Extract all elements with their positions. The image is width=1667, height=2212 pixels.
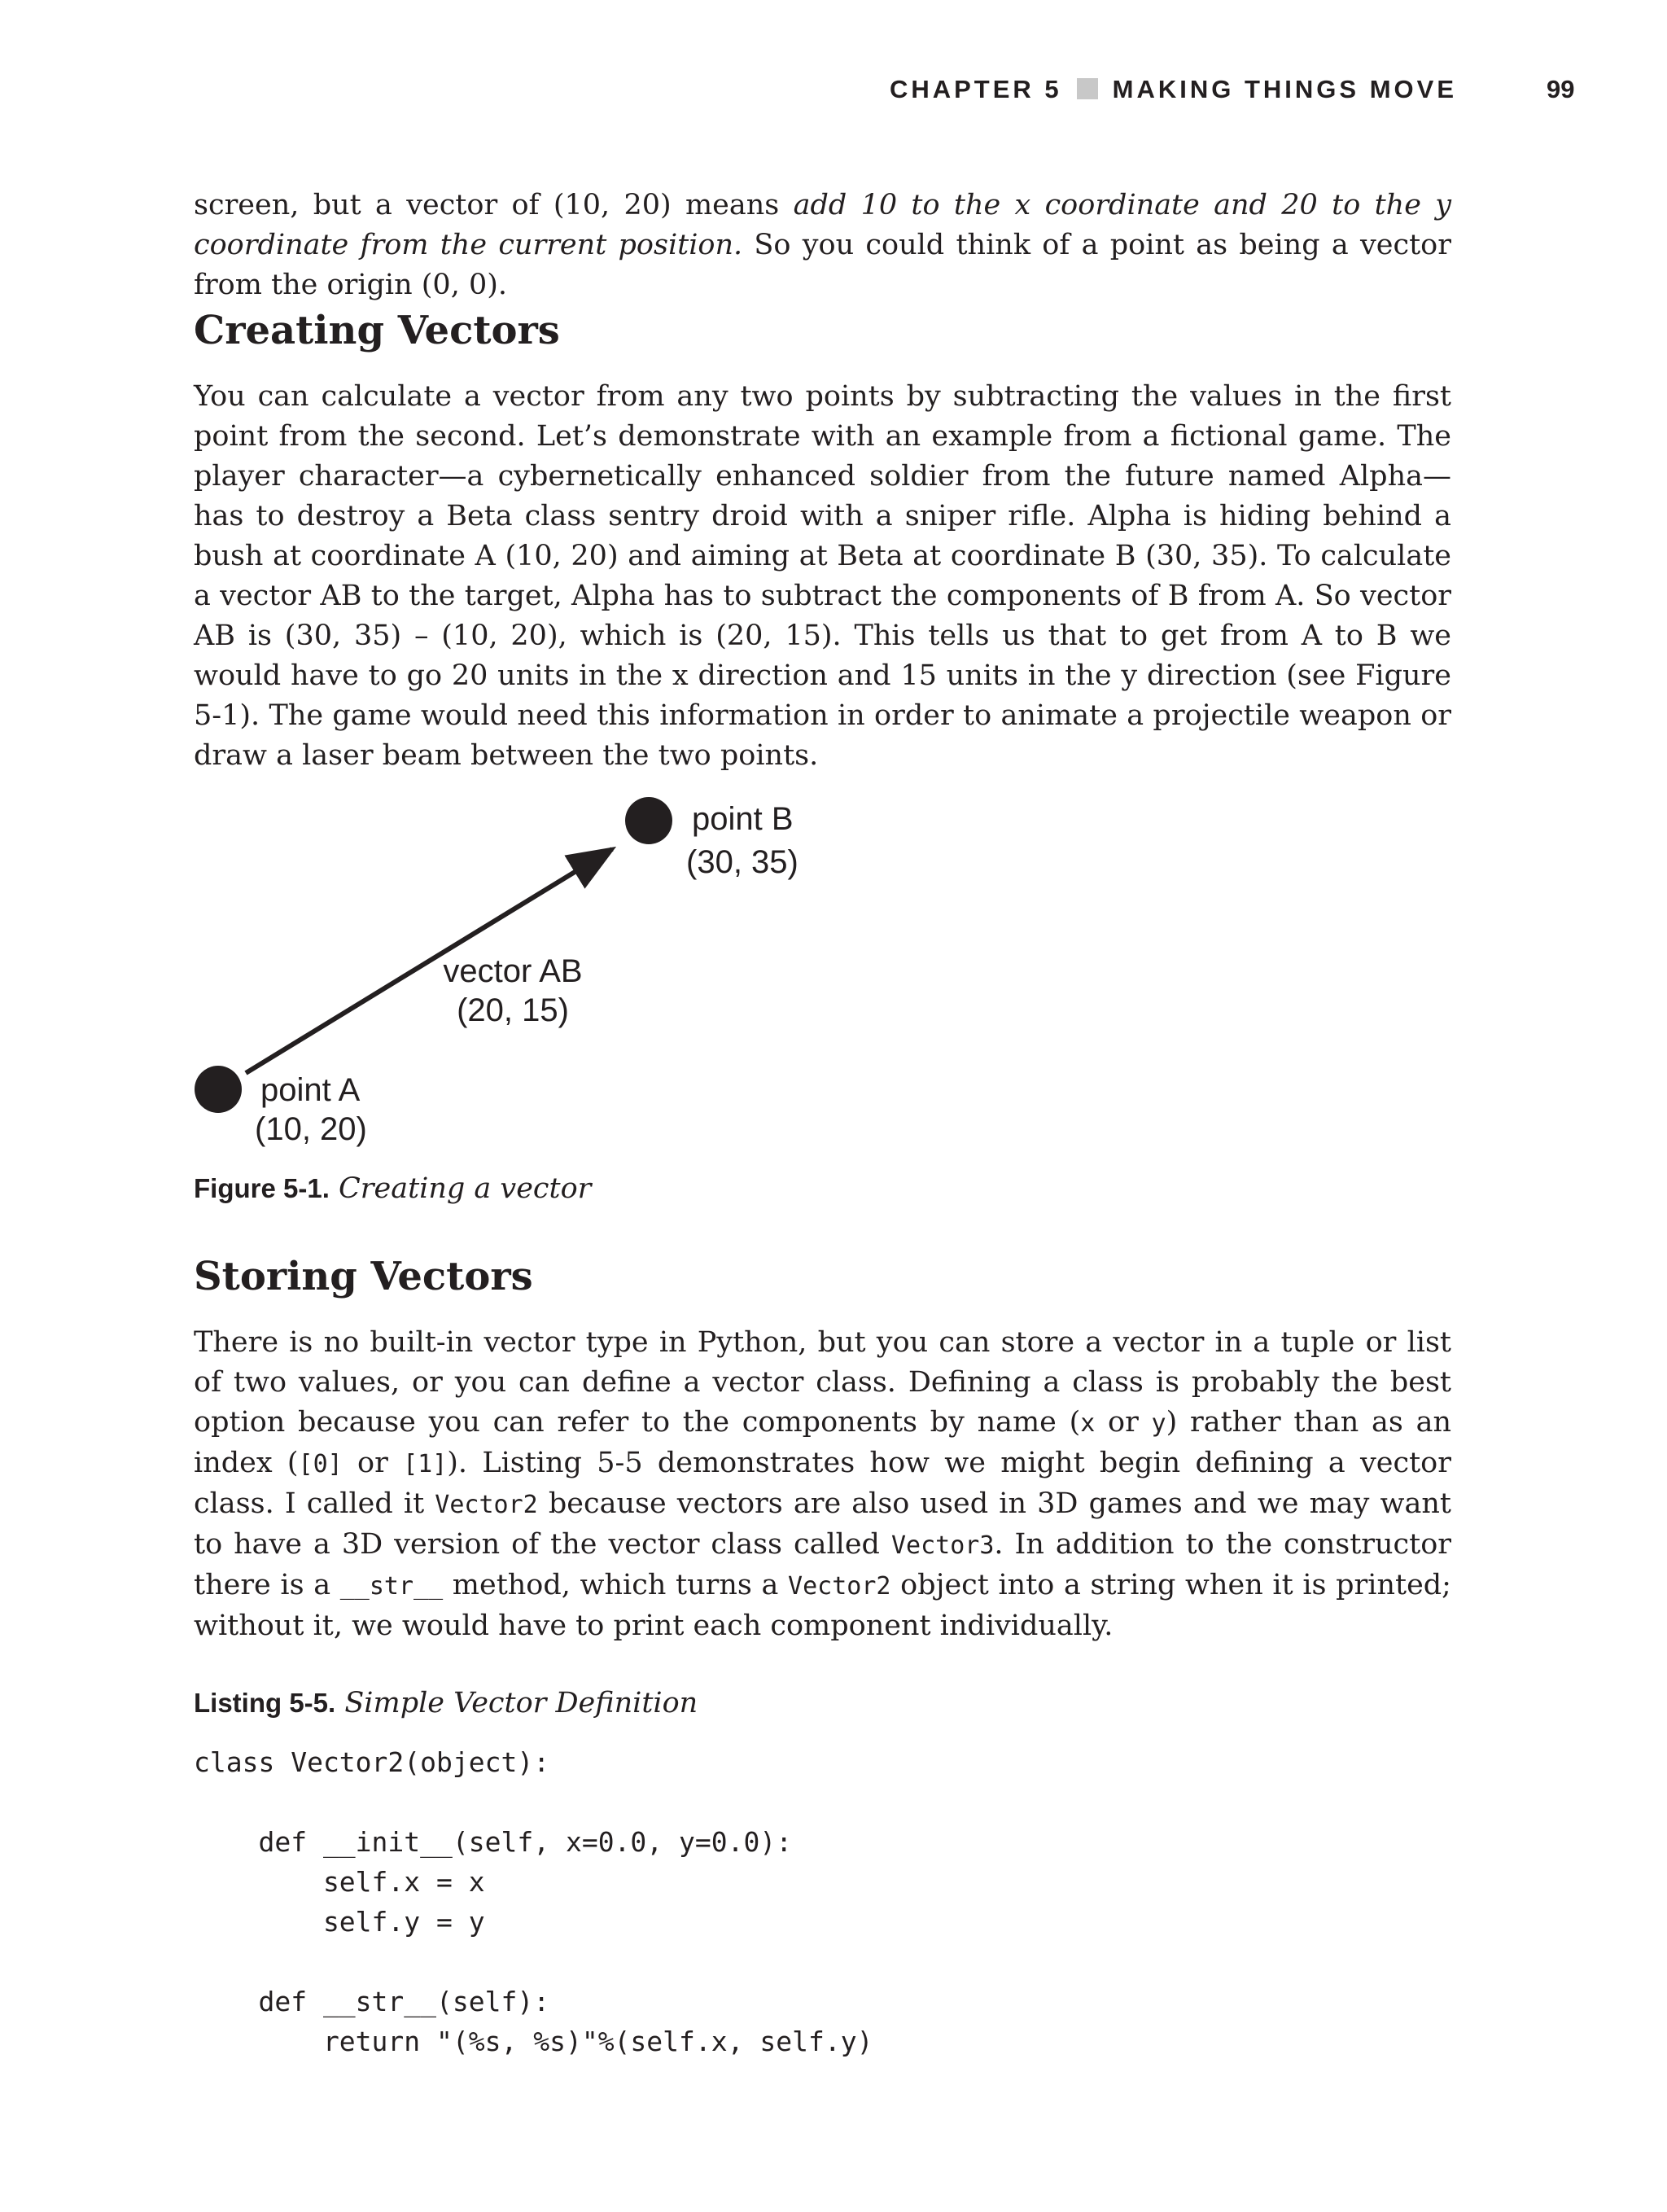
section-heading-creating-vectors: Creating Vectors — [194, 308, 560, 353]
storing-text-5: ). Listing 5-5 demonstrates how we might begin defining a vector class. I called it — [194, 1447, 1451, 1520]
storing-text-6: because vectors are also used in 3D games and we may want to have a 3D version of the vector class called — [194, 1487, 1451, 1561]
creating-vectors-paragraph: You can calculate a vector from any two points by subtracting the values in the first point from the second. Let’s demonstrate with an example from a fictional game. The player character—a cybernetically enhanced soldier from the future named Alpha—has to destroy a Beta class sentry droid with a sniper rifle. Alpha is hiding behind a bush at coordinate A (10, 20) and aiming at Beta at coordinate B (30, 35). To calculate a vector AB to the target, Alpha has to subtract the components of B from A. So vector AB is (30, 35) – (10, 20), which is (20, 15). This tells us that to get from A to B we would have to go 20 units in the x direction and 15 units in the y direction (see Figure 5-1). The game would need this information in order to animate a projectile weapon or draw a laser beam between the two points. — [194, 380, 1451, 772]
storing-text-1: There is no built-in vector type in Python, but you can store a vector in a tuple or list of two values, or you can define a vector class. Defining a class is probably the best option because you can refer to the components by name ( — [194, 1326, 1451, 1439]
intro-text: screen, but a vector of (10, 20) means — [194, 189, 794, 221]
figure-caption-label: Figure 5-1. — [194, 1173, 330, 1203]
storing-text-8: method, which turns a — [443, 1569, 789, 1601]
intro-italic-text: add 10 to the x coordinate and 20 to the y coordinate from the current position. — [194, 189, 1451, 261]
listing-caption — [194, 1687, 698, 1719]
intro-text-end: So you could think of a point as being a vector from the origin (0, 0). — [194, 229, 1451, 301]
section-heading-storing-vectors: Storing Vectors — [194, 1254, 533, 1299]
listing-title: Simple Vector Definition — [344, 1687, 698, 1719]
code-listing: class Vector2(object): def __init__(self, x=0.0, y=0.0): self.x = x self.y = y def __str__(self): return "(%s, %s)"%(self.x, self.y) — [194, 1746, 873, 2057]
chapter-number: CHAPTER 5 — [889, 75, 1062, 103]
inline-code-vector2-second: Vector2 — [788, 1572, 891, 1601]
storing-text-2: or — [1095, 1406, 1152, 1439]
inline-code-index-1: [1] — [403, 1450, 448, 1478]
point-a-dot — [195, 1066, 242, 1113]
point-a-coords: (10, 20) — [255, 1111, 367, 1147]
storing-text-7: . In addition to the constructor there is a — [194, 1528, 1452, 1601]
inline-code-vector3: Vector3 — [890, 1531, 995, 1560]
point-b-dot — [625, 797, 672, 844]
figure-caption-title: Creating a vector — [339, 1172, 592, 1205]
inline-code-vector2: Vector2 — [435, 1491, 538, 1519]
inline-code-str: __str__ — [339, 1572, 444, 1601]
inline-code-index-0: [0] — [298, 1450, 343, 1478]
point-b-coords: (30, 35) — [686, 844, 798, 880]
listing-label: Listing 5-5. — [194, 1688, 336, 1718]
chapter-title: MAKING THINGS MOVE — [1112, 75, 1457, 103]
storing-text-3: ) rather than as an index ( — [194, 1406, 1452, 1479]
inline-code-x: x — [1080, 1409, 1096, 1438]
inline-code-y: y — [1151, 1409, 1166, 1438]
point-a-label: point A — [260, 1072, 361, 1108]
storing-text-4: or — [342, 1447, 404, 1479]
page-number: 99 — [1547, 75, 1575, 103]
vector-ab-coords: (20, 15) — [457, 992, 569, 1028]
vector-ab-label: vector AB — [443, 953, 583, 989]
storing-text-9: object into a string when it is printed; without it, we would have to print each component individually. — [194, 1569, 1451, 1642]
point-b-label: point B — [692, 801, 794, 837]
storing-vectors-paragraph — [194, 1323, 1451, 1646]
figure-caption — [194, 1172, 591, 1205]
